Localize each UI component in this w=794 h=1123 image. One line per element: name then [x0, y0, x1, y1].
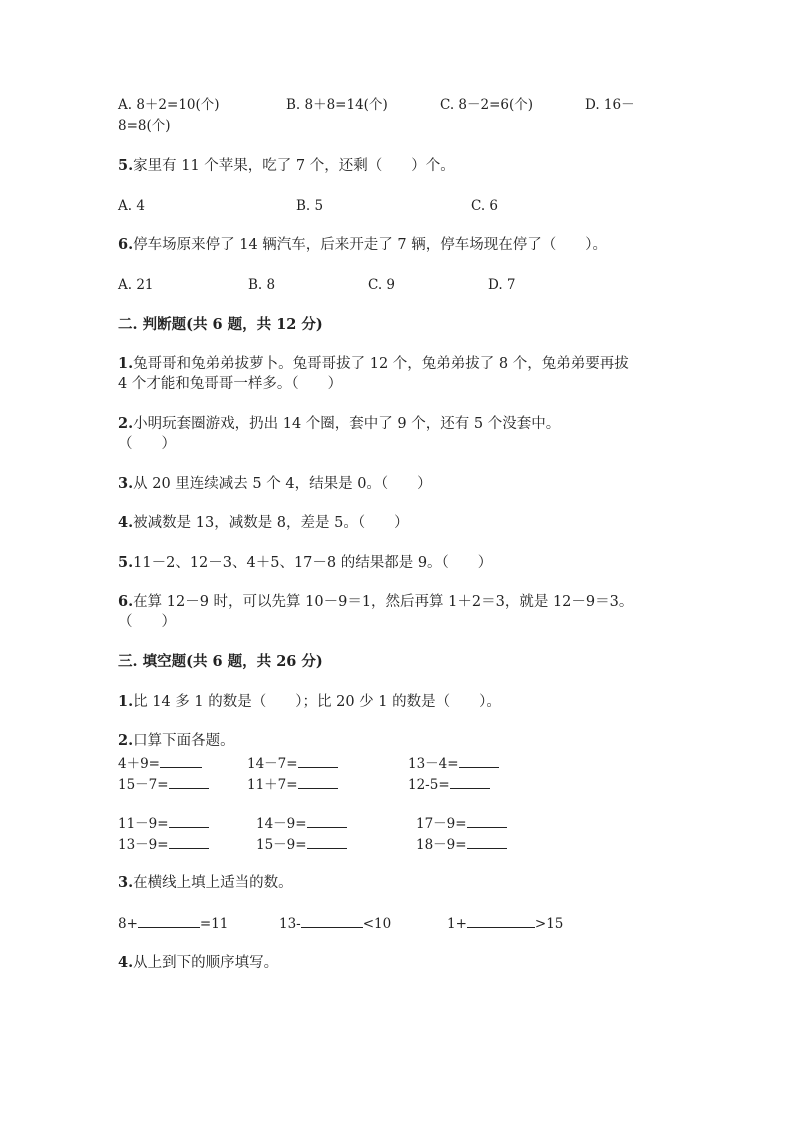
- question-text: 比 14 多 1 的数是（ ）；比 20 少 1 的数是（ ）。: [133, 694, 501, 710]
- answer-blank[interactable]: [301, 913, 363, 928]
- question-number: 1.: [118, 693, 134, 710]
- fill-2: [118, 731, 235, 751]
- question-number: 3.: [118, 475, 134, 492]
- question-number: 6.: [118, 593, 134, 610]
- arith-expression: 18－9=: [416, 837, 467, 853]
- fill-suffix: <10: [362, 916, 392, 932]
- question-text: 从 20 里连续减去 5 个 4，结果是 0。（ ）: [133, 476, 432, 492]
- option-d: D. 16－: [585, 97, 635, 113]
- arith-expression: 13－9=: [118, 837, 169, 853]
- answer-blank[interactable]: [138, 913, 200, 928]
- option-d-continued: 8=8(个): [118, 118, 171, 134]
- question-text: 从上到下的顺序填写。: [133, 955, 279, 971]
- fill-prefix: 1+: [447, 916, 467, 932]
- question-number: 3.: [118, 874, 134, 891]
- question-number: 4.: [118, 954, 134, 971]
- judge-4: [118, 513, 409, 533]
- option-a: A. 8＋2=10(个): [118, 97, 220, 113]
- option-c: C. 9: [368, 277, 396, 293]
- arith-item: [247, 774, 338, 795]
- answer-blank[interactable]: [298, 753, 338, 768]
- option-a: A. 4: [118, 198, 145, 214]
- answer-blank[interactable]: [450, 774, 490, 789]
- fill-prefix: 8+: [118, 916, 138, 932]
- judge-6-continued: （ ）: [118, 614, 176, 630]
- question-5: [118, 156, 455, 176]
- arith-item: [408, 774, 490, 795]
- option-c: C. 6: [471, 198, 499, 214]
- question-number: 6.: [118, 236, 134, 253]
- question-number: 5.: [118, 554, 134, 571]
- question-text: 在横线上填上适当的数。: [133, 875, 293, 891]
- section-title: 三. 填空题(共 6 题，共 26 分): [118, 653, 323, 670]
- option-d: D. 7: [488, 277, 516, 293]
- fill-1: [118, 692, 501, 712]
- fill-item: [447, 913, 563, 934]
- judge-1: [118, 354, 629, 374]
- option-b: B. 5: [296, 198, 324, 214]
- arith-expression: 13－4=: [408, 756, 459, 772]
- question-number: 2.: [118, 415, 134, 432]
- arith-expression: 11－9=: [118, 816, 169, 832]
- question-number: 4.: [118, 514, 134, 531]
- answer-blank[interactable]: [459, 753, 499, 768]
- arith-expression: 4＋9=: [118, 756, 160, 772]
- arith-expression: 12-5=: [408, 777, 450, 793]
- arith-expression: 11＋7=: [247, 777, 298, 793]
- arith-item: [256, 834, 347, 855]
- option-c: C. 8－2=6(个): [440, 97, 534, 113]
- answer-blank[interactable]: [467, 834, 507, 849]
- arith-item: [118, 834, 209, 855]
- answer-blank[interactable]: [298, 774, 338, 789]
- answer-blank[interactable]: [169, 774, 209, 789]
- arith-item: [118, 774, 209, 795]
- question-text: 口算下面各题。: [133, 733, 235, 749]
- question-text: 兔哥哥和兔弟弟拔萝卜。兔哥哥拔了 12 个，兔弟弟拔了 8 个，兔弟弟要再拔: [133, 356, 629, 372]
- arith-item: [416, 813, 507, 834]
- judge-3: [118, 474, 432, 494]
- arith-expression: 17－9=: [416, 816, 467, 832]
- fill-item: [279, 913, 391, 934]
- answer-blank[interactable]: [307, 834, 347, 849]
- question-text: 11－2、12－3、4＋5、17－8 的结果都是 9。（ ）: [133, 555, 493, 571]
- arith-item: [408, 753, 499, 774]
- fill-prefix: 13-: [279, 916, 301, 932]
- answer-blank[interactable]: [160, 753, 202, 768]
- answer-blank[interactable]: [467, 913, 535, 928]
- arith-item: [256, 813, 347, 834]
- fill-suffix: >15: [534, 916, 564, 932]
- arith-expression: 15－7=: [118, 777, 169, 793]
- judge-2-continued: （ ）: [118, 436, 176, 452]
- question-number: 1.: [118, 355, 134, 372]
- question-text: 停车场原来停了 14 辆汽车，后来开走了 7 辆，停车场现在停了（ ）。: [133, 237, 608, 253]
- judge-1-continued: 4 个才能和兔哥哥一样多。（ ）: [118, 376, 343, 392]
- arith-item: [118, 813, 209, 834]
- answer-blank[interactable]: [467, 813, 507, 828]
- question-number: 5.: [118, 157, 134, 174]
- section-title: 二. 判断题(共 6 题，共 12 分): [118, 316, 323, 333]
- question-text: 小明玩套圈游戏，扔出 14 个圈，套中了 9 个，还有 5 个没套中。: [133, 416, 561, 432]
- judge-2: [118, 414, 560, 434]
- arith-expression: 14－7=: [247, 756, 298, 772]
- fill-4: [118, 953, 278, 973]
- arith-expression: 14－9=: [256, 816, 307, 832]
- option-b: B. 8＋8=14(个): [286, 97, 388, 113]
- judge-5: [118, 553, 492, 573]
- fill-3: [118, 873, 293, 893]
- option-a: A. 21: [118, 277, 154, 293]
- arith-expression: 15－9=: [256, 837, 307, 853]
- question-text: 在算 12－9 时，可以先算 10－9＝1，然后再算 1＋2＝3，就是 12－9＝3。: [133, 594, 634, 610]
- answer-blank[interactable]: [307, 813, 347, 828]
- question-number: 2.: [118, 732, 134, 749]
- arith-item: [416, 834, 507, 855]
- question-text: 被减数是 13，减数是 8，差是 5。（ ）: [133, 515, 409, 531]
- arith-item: [118, 753, 202, 774]
- answer-blank[interactable]: [169, 813, 209, 828]
- option-b: B. 8: [248, 277, 276, 293]
- fill-item: [118, 913, 228, 934]
- judge-6: [118, 592, 633, 612]
- fill-suffix: =11: [199, 916, 229, 932]
- question-6: [118, 235, 607, 255]
- answer-blank[interactable]: [169, 834, 209, 849]
- arith-item: [247, 753, 338, 774]
- question-text: 家里有 11 个苹果，吃了 7 个，还剩（ ）个。: [133, 158, 455, 174]
